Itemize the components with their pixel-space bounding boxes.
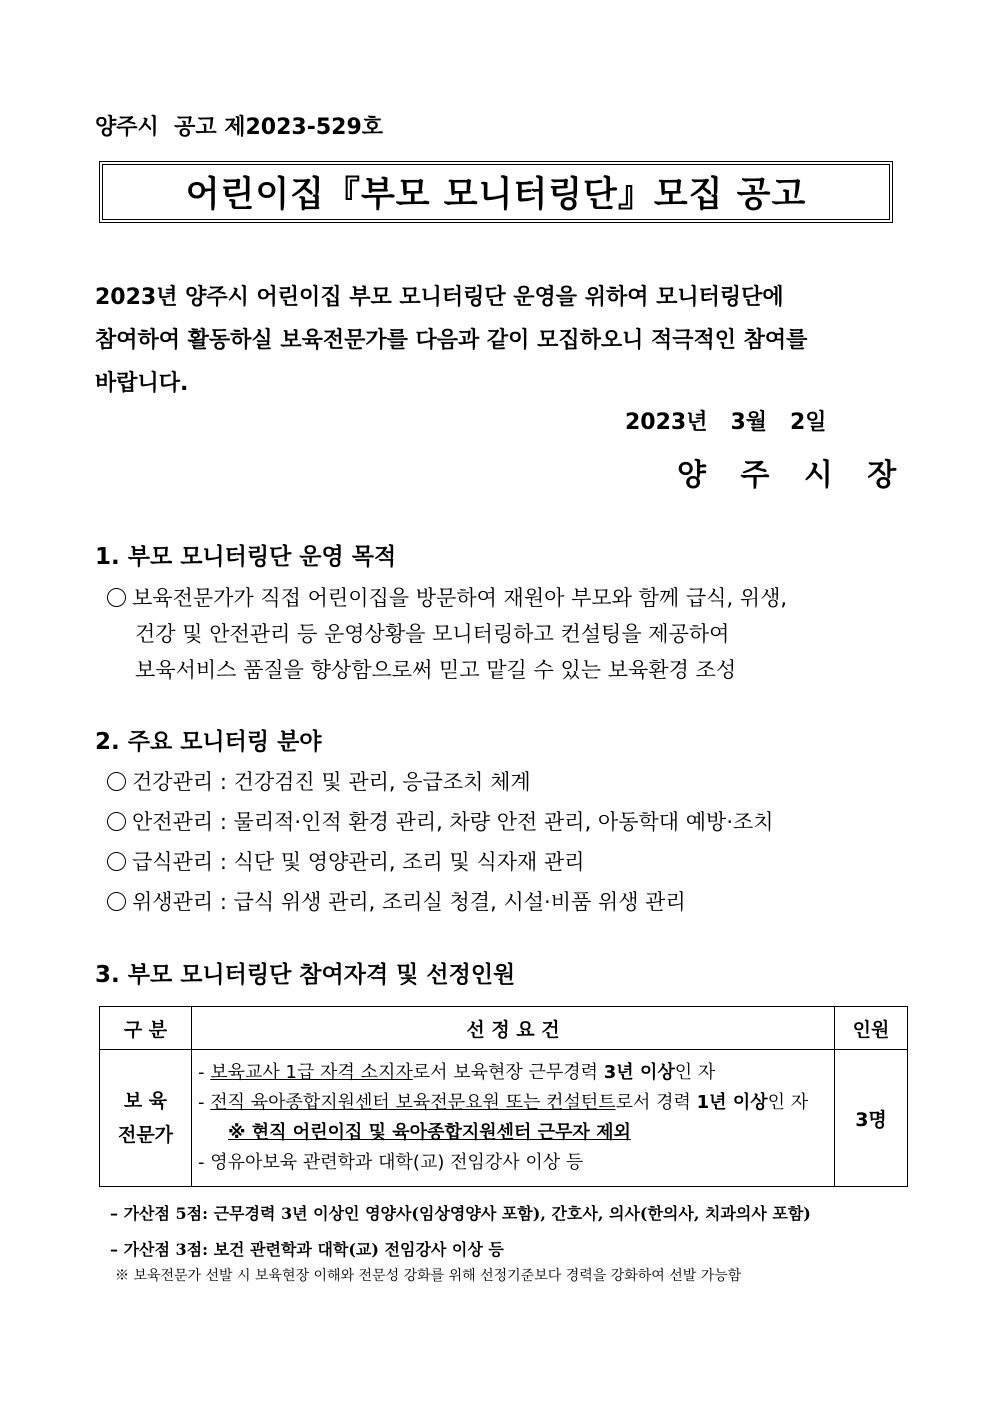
issuer: 양 주 시 장 [677,458,909,493]
requirement-1-underlined: 보육교사 1급 자격 소지자 [210,1062,413,1083]
requirements-table [99,1006,908,1187]
monitoring-item [107,886,686,916]
section-2-heading: 2. 주요 모니터링 분야 [95,729,322,755]
announcement-date: 2023년 3월 2일 [625,410,827,435]
category-line-2: 전문가 [117,1124,174,1146]
category-cell [100,1050,192,1187]
circle-bullet-icon [107,588,126,607]
requirement-3: - 영유아보육 관련학과 대학(교) 전임강사 이상 등 [198,1152,584,1173]
intro-line-1: 2023년 양주시 어린이집 부모 모니터링단 운영을 위하여 모니터링단에 [95,285,784,310]
section-3-heading: 3. 부모 모니터링단 참여자격 및 선정인원 [95,962,516,988]
requirement-2-bold: 1년 이상 [696,1092,768,1113]
circle-bullet-icon [107,892,126,911]
count-cell: 3명 [835,1050,908,1187]
intro-line-2: 참여하여 활동하실 보육전문가를 다음과 같이 모집하오니 적극적인 참여를 [95,328,808,353]
requirement-note-text: ※ 현직 어린이집 및 육아종합지원센터 근무자 제외 [228,1122,631,1143]
requirement-3-text: 영유아보육 관련학과 대학(교) 전임강사 이상 등 [210,1152,584,1173]
category-line-1: 보 육 [123,1090,168,1112]
requirement-1-text: 로서 보육현장 근무경력 [412,1062,604,1083]
header-category: 구 분 [100,1007,192,1050]
monitoring-item [107,846,585,876]
section-1-text-1: 보육전문가가 직접 어린이집을 방문하여 재원아 부모와 함께 급식, 위생, [132,586,788,610]
monitoring-item-text: 위생관리 : 급식 위생 관리, 조리실 청결, 시설·비품 위생 관리 [132,890,686,914]
section-1-line-3: 보육서비스 품질을 향상함으로써 믿고 맡길 수 있는 보육환경 조성 [135,658,737,682]
requirement-1-tail: 인 자 [674,1062,716,1083]
monitoring-item [107,766,531,796]
monitoring-item-text: 안전관리 : 물리적·인적 환경 관리, 차량 안전 관리, 아동학대 예방·조치 [132,810,774,834]
bonus-point-note-1: – 가산점 5점: 근무경력 3년 이상인 영양사(임상영양사 포함), 간호사, 의사(한의사, 치과의사 포함) [110,1204,811,1223]
requirement-2-underlined: 전직 육아종합지원센터 보육전문요원 또는 컨설턴트 [210,1092,616,1113]
bonus-point-note-2: – 가산점 3점: 보건 관련학과 대학(교) 전임강사 이상 등 [110,1240,504,1259]
requirement-2: - 전직 육아종합지원센터 보육전문요원 또는 컨설턴트로서 경력 1년 이상인 자 [198,1092,809,1113]
header-count: 인원 [835,1007,908,1050]
table-row [100,1050,908,1187]
document-title: 어린이집『부모 모니터링단』모집 공고 [185,175,807,215]
requirement-1: - 보육교사 1급 자격 소지자로서 보육현장 근무경력 3년 이상인 자 [198,1062,716,1083]
title-box [99,161,893,223]
requirement-2-text: 로서 경력 [615,1092,697,1113]
monitoring-item-text: 급식관리 : 식단 및 영양관리, 조리 및 식자재 관리 [132,850,585,874]
requirement-2-tail: 인 자 [767,1092,809,1113]
section-1-line-1 [107,582,787,612]
notice-number: 양주시 공고 제2023-529호 [95,115,384,140]
monitoring-item [107,806,774,836]
section-1-line-2: 건강 및 안전관리 등 운영상황을 모니터링하고 컨설팅을 제공하여 [135,622,730,646]
table-header-row [100,1007,908,1050]
intro-line-3: 바랍니다. [95,371,189,396]
circle-bullet-icon [107,852,126,871]
monitoring-item-text: 건강관리 : 건강검진 및 관리, 응급조치 체계 [132,770,531,794]
requirements-cell [192,1050,835,1187]
selection-remark: ※ 보육전문가 선발 시 보육현장 이해와 전문성 강화를 위해 선정기준보다 경력을 강화하여 선발 가능함 [115,1268,742,1284]
requirement-1-bold: 3년 이상 [603,1062,675,1083]
header-requirements: 선 정 요 건 [192,1007,835,1050]
section-1-heading: 1. 부모 모니터링단 운영 목적 [95,544,397,570]
circle-bullet-icon [107,812,126,831]
requirement-note [198,1118,828,1148]
circle-bullet-icon [107,772,126,791]
